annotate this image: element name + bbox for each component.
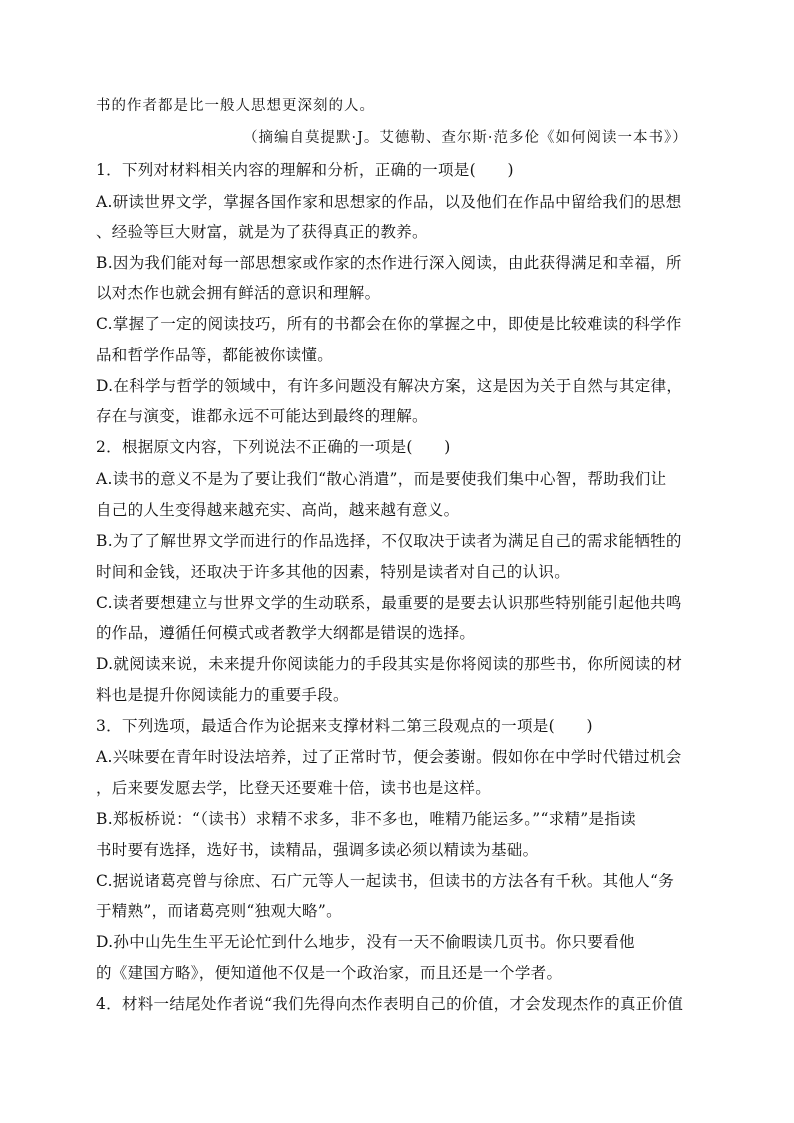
q1-option-d-line2: 存在与演变，谁都永远不可能达到最终的理解。 xyxy=(96,407,428,425)
passage-source: （摘编自莫提默·J。艾德勒、查尔斯·范多伦《如何阅读一本书》） xyxy=(243,130,688,146)
passage-tail: 书的作者都是比一般人思想更深刻的人。 xyxy=(96,98,375,114)
q2-option-d-line1: D.就阅读来说，未来提升你阅读能力的手段其实是你将阅读的那些书，你所阅读的材 xyxy=(96,655,683,673)
question-1-stem: 1．下列对材料相关内容的理解和分析，正确的一项是( ) xyxy=(96,161,514,179)
q2-option-b-line1: B.为了了解世界文学而进行的作品选择，不仅取决于读者为满足自己的需求能牺牲的 xyxy=(96,532,682,550)
q3-option-c-line1: C.据说诸葛亮曾与徐庶、石广元等人一起读书，但读书的方法各有千秋。其他人“务 xyxy=(96,872,675,890)
q3-option-b-line1: B.郑板桥说：“（读书）求精不求多，非不多也，唯精乃能运多。”“求精”是指读 xyxy=(96,810,636,828)
q1-option-a-line1: A.研读世界文学，掌握各国作家和思想家的作品，以及他们在作品中留给我们的思想 xyxy=(96,193,682,211)
q3-option-d-line1: D.孙中山先生生平无论忙到什么地步，没有一天不偷暇读几页书。你只要看他 xyxy=(96,933,635,951)
q3-option-a-line2: ，后来要发愿去学，比登天还要难十倍，读书也是这样。 xyxy=(96,779,492,797)
q2-option-b-line2: 时间和金钱，还取决于许多其他的因素，特别是读者对自己的认识。 xyxy=(96,563,571,581)
q2-option-d-line2: 料也是提升你阅读能力的重要手段。 xyxy=(96,686,349,704)
q1-option-b-line2: 以对杰作也就会拥有鲜活的意识和理解。 xyxy=(96,284,381,302)
q1-option-b-line1: B.因为我们能对每一部思想家或作家的杰作进行深入阅读，由此获得满足和幸福，所 xyxy=(96,254,682,272)
question-4-stem: 4．材料一结尾处作者说“我们先得向杰作表明自己的价值，才会发现杰作的真正价值 xyxy=(96,995,684,1013)
q3-option-b-line2: 书时要有选择，选好书，读精品，强调多读必须以精读为基础。 xyxy=(96,841,539,859)
q1-option-c-line1: C.掌握了一定的阅读技巧，所有的书都会在你的掌握之中，即使是比较难读的科学作 xyxy=(96,315,682,333)
q1-option-a-line2: 、经验等巨大财富，就是为了获得真正的教养。 xyxy=(96,223,428,241)
q3-option-a-line1: A.兴味要在青年时设法培养，过了正常时节，便会萎谢。假如你在中学时代错过机会 xyxy=(96,748,682,766)
q2-option-c-line2: 的作品，遵循任何模式或者教学大纲都是错误的选择。 xyxy=(96,624,476,642)
question-3-stem: 3．下列选项，最适合作为论据来支撑材料二第三段观点的一项是( ) xyxy=(96,717,593,735)
q2-option-c-line1: C.读者要想建立与世界文学的生动联系，最重要的是要去认识那些特别能引起他共鸣 xyxy=(96,594,682,612)
q1-option-c-line2: 品和哲学作品等，都能被你读懂。 xyxy=(96,346,334,364)
q1-option-d-line1: D.在科学与哲学的领域中，有许多问题没有解决方案，这是因为关于自然与其定律， xyxy=(96,377,683,395)
q2-option-a-line2: 自己的人生变得越来越充实、高尚，越来越有意义。 xyxy=(96,501,460,519)
q3-option-d-line2: 的《建国方略》，便知道他不仅是一个政治家，而且还是一个学者。 xyxy=(96,964,563,982)
q3-option-c-line2: 于精熟”，而诸葛亮则“独观大略”。 xyxy=(96,902,342,920)
q2-option-a-line1: A.读书的意义不是为了要让我们“散心消遣”，而是要使我们集中心智，帮助我们让 xyxy=(96,470,667,488)
question-2-stem: 2．根据原文内容，下列说法不正确的一项是( ) xyxy=(96,438,451,456)
